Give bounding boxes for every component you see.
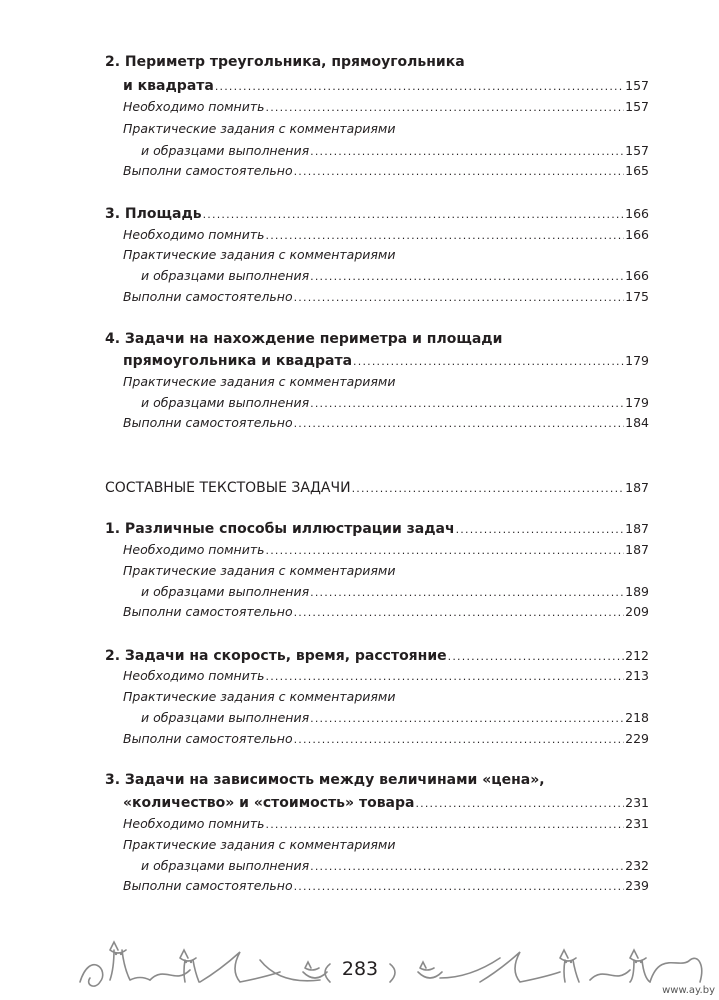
toc-entry	[123, 793, 649, 813]
toc-entry	[123, 161, 649, 181]
dot-leader	[266, 667, 625, 687]
dot-leader	[266, 541, 625, 561]
toc-entry	[105, 770, 649, 790]
dot-leader	[310, 709, 624, 729]
dot-leader	[310, 267, 624, 287]
dot-leader	[294, 877, 625, 897]
toc-entry	[123, 540, 649, 560]
toc-entry-page: 166	[625, 227, 649, 242]
toc-entry-page: 184	[625, 415, 649, 430]
dot-leader	[266, 226, 625, 246]
dot-leader	[448, 647, 624, 667]
toc-entry	[141, 266, 649, 286]
toc-entry-title: и образцами выполнения	[141, 584, 310, 599]
toc-entry	[141, 856, 649, 876]
toc-entry-page: 231	[625, 816, 649, 831]
toc-entry	[123, 413, 649, 433]
toc-entry-page: 157	[625, 99, 649, 114]
toc-entry	[141, 141, 649, 161]
toc-entry	[123, 245, 649, 265]
toc-entry-page: 187	[625, 542, 649, 557]
toc-entry-title: 4. Задачи на нахождение периметра и площади	[105, 331, 503, 347]
toc-entry-title: Необходимо помнить	[123, 227, 265, 242]
toc-entry-page: 187	[625, 480, 649, 495]
toc-entry-page: 209	[625, 604, 649, 619]
toc-entry-title: Практические задания с комментариями	[123, 121, 396, 136]
toc-entry	[123, 287, 649, 307]
toc-entry-page: 165	[625, 163, 649, 178]
toc-entry	[105, 519, 649, 539]
toc-entry-page: 157	[625, 143, 649, 158]
toc-entry-page: 166	[625, 206, 649, 221]
toc-entry-page: 218	[625, 710, 649, 725]
toc-entry-title: 3. Задачи на зависимость между величинами «цена»,	[105, 772, 545, 788]
dot-leader	[310, 583, 624, 603]
toc-entry-title: Практические задания с комментариями	[123, 837, 396, 852]
toc-entry-page: 212	[625, 648, 649, 663]
dot-leader	[294, 730, 625, 750]
toc-entry-page: 239	[625, 878, 649, 893]
toc-entry-page: 166	[625, 268, 649, 283]
toc-entry	[141, 582, 649, 602]
dot-leader	[266, 815, 625, 835]
toc-entry	[123, 372, 649, 392]
toc-entry-title: Выполни самостоятельно	[123, 878, 293, 893]
toc-entry	[123, 561, 649, 581]
toc-entry-title: 2. Периметр треугольника, прямоугольника	[105, 54, 465, 70]
toc-entry-title: Необходимо помнить	[123, 816, 265, 831]
toc-entry	[123, 76, 649, 96]
toc-entry	[123, 876, 649, 896]
toc-entry-title: Необходимо помнить	[123, 542, 265, 557]
toc-entry	[123, 814, 649, 834]
toc-entry	[123, 602, 649, 622]
toc-entry-title: и образцами выполнения	[141, 858, 310, 873]
toc-entry-title: и образцами выполнения	[141, 268, 310, 283]
toc-entry-title: Практические задания с комментариями	[123, 247, 396, 262]
toc-entry	[123, 835, 649, 855]
toc-entry	[123, 225, 649, 245]
toc-entry-page: 179	[625, 353, 649, 368]
toc-entry-title: 2. Задачи на скорость, время, расстояние	[105, 648, 447, 664]
toc-entry-title: Практические задания с комментариями	[123, 689, 396, 704]
dot-leader	[310, 142, 624, 162]
toc-entry-title: прямоугольника и квадрата	[123, 353, 353, 369]
toc-entry	[123, 97, 649, 117]
dot-leader	[310, 857, 624, 877]
toc-entry-page: 175	[625, 289, 649, 304]
toc-entry-title: Практические задания с комментариями	[123, 374, 396, 389]
toc-entry-page: 179	[625, 395, 649, 410]
toc-entry-page: 229	[625, 731, 649, 746]
toc-entry-page: 231	[625, 795, 649, 810]
toc-entry	[141, 708, 649, 728]
dot-leader	[203, 205, 625, 225]
toc-entry	[123, 351, 649, 371]
toc-entry-title: Практические задания с комментариями	[123, 563, 396, 578]
toc-entry	[123, 119, 649, 139]
toc-entry-title: Необходимо помнить	[123, 668, 265, 683]
toc-entry	[105, 329, 649, 349]
dot-leader	[456, 520, 625, 540]
toc-entry	[123, 729, 649, 749]
toc-entry	[141, 393, 649, 413]
dot-leader	[415, 794, 624, 814]
toc-entry	[105, 478, 649, 498]
watermark: www.ay.by	[662, 985, 715, 996]
toc-entry-page: 232	[625, 858, 649, 873]
page-number: 283	[341, 958, 379, 980]
toc-entry-title: 1. Различные способы иллюстрации задач	[105, 521, 455, 537]
toc-entry-title: СОСТАВНЫЕ ТЕКСТОВЫЕ ЗАДАЧИ	[105, 480, 351, 496]
toc-entry	[105, 646, 649, 666]
toc-entry-page: 189	[625, 584, 649, 599]
toc-entry-title: и образцами выполнения	[141, 710, 310, 725]
toc-entry-title: и образцами выполнения	[141, 395, 310, 410]
toc-entry-page: 187	[625, 521, 649, 536]
toc-entry-page: 157	[625, 78, 649, 93]
dot-leader	[294, 288, 625, 308]
dot-leader	[294, 414, 625, 434]
toc-entry	[105, 204, 649, 224]
toc-entry	[105, 52, 649, 72]
dot-leader	[215, 77, 624, 97]
toc-entry-title: Выполни самостоятельно	[123, 415, 293, 430]
dot-leader	[353, 352, 624, 372]
dot-leader	[294, 603, 625, 623]
dot-leader	[352, 479, 625, 499]
toc-entry	[123, 666, 649, 686]
toc-entry-title: Выполни самостоятельно	[123, 289, 293, 304]
toc-entry-title: «количество» и «стоимость» товара	[123, 795, 415, 811]
toc-entry-title: и квадрата	[123, 78, 214, 94]
dot-leader	[294, 162, 625, 182]
toc-entry-title: Выполни самостоятельно	[123, 731, 293, 746]
dot-leader	[310, 394, 624, 414]
toc-entry-title: Необходимо помнить	[123, 99, 265, 114]
dot-leader	[266, 98, 625, 118]
toc-entry-title: и образцами выполнения	[141, 143, 310, 158]
toc-entry-title: Выполни самостоятельно	[123, 163, 293, 178]
toc-entry	[123, 687, 649, 707]
toc-entry-title: Выполни самостоятельно	[123, 604, 293, 619]
toc-entry-page: 213	[625, 668, 649, 683]
toc-entry-title: 3. Площадь	[105, 206, 202, 222]
